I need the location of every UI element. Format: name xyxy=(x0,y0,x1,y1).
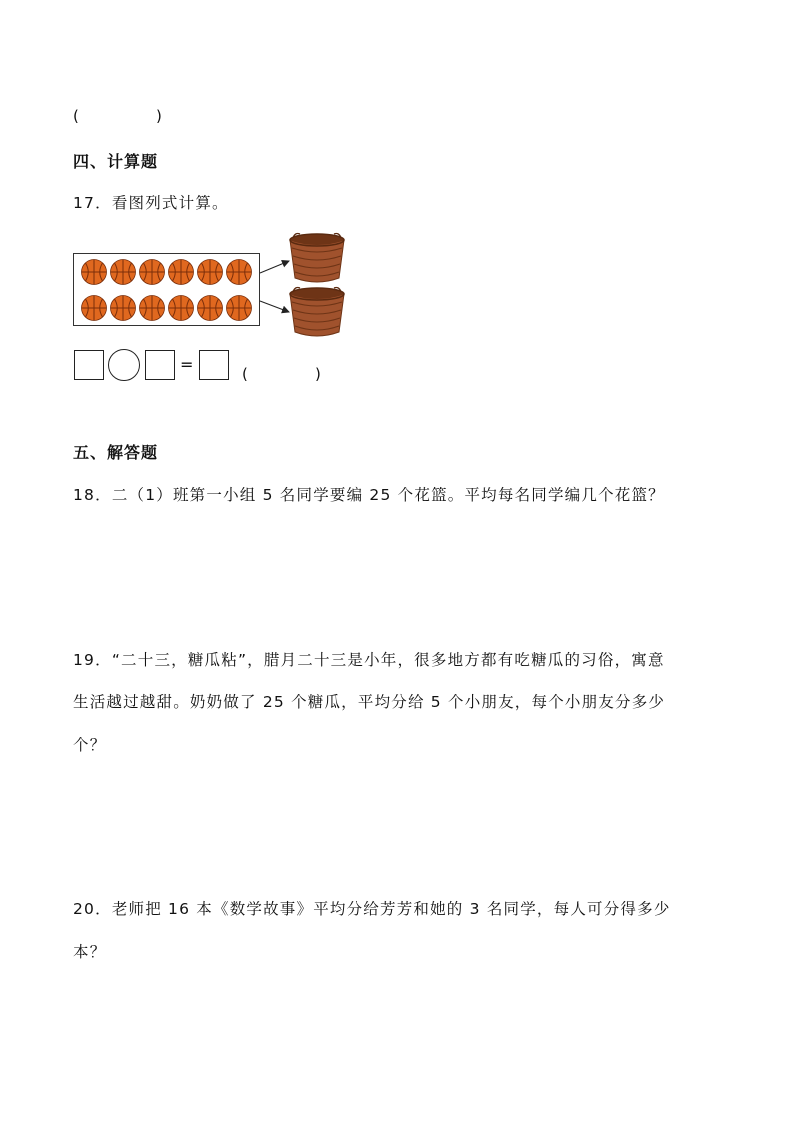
basket-icon xyxy=(290,288,344,337)
answer-box-1[interactable] xyxy=(74,350,104,380)
arrows-and-baskets xyxy=(255,226,355,344)
basketball-icon xyxy=(110,295,135,320)
basketball-icon xyxy=(81,259,106,284)
arrow-to-basket-2 xyxy=(260,301,289,312)
unit-paren-close: ) xyxy=(315,365,321,383)
basketball-icon xyxy=(139,295,164,320)
question-20-line-1: 20．老师把 16 本《数学故事》平均分给芳芳和她的 3 名同学，每人可分得多少 xyxy=(73,900,671,918)
operator-circle[interactable] xyxy=(108,349,140,381)
basketball-icon xyxy=(197,295,222,320)
basketball-icon xyxy=(139,259,164,284)
arrow-to-basket-1 xyxy=(260,261,289,273)
basketball-group-frame xyxy=(73,253,260,326)
basketball-icon xyxy=(81,295,106,320)
answer-paren-open: ( xyxy=(73,107,79,125)
answer-box-2[interactable] xyxy=(145,350,175,380)
question-19-line-1: 19．“二十三，糖瓜粘”，腊月二十三是小年，很多地方都有吃糖瓜的习俗，寓意 xyxy=(73,651,665,669)
question-17-text: 17．看图列式计算。 xyxy=(73,194,229,212)
question-19-line-2: 生活越过越甜。奶奶做了 25 个糖瓜，平均分给 5 个小朋友，每个小朋友分多少 xyxy=(73,693,666,711)
section-four-title: 四、计算题 xyxy=(73,152,159,171)
basketball-icon xyxy=(197,259,222,284)
section-five-title: 五、解答题 xyxy=(73,443,159,462)
question-18-text: 18．二（1）班第一小组 5 名同学要编 25 个花篮。平均每名同学编几个花篮？ xyxy=(73,486,665,504)
answer-paren-close: ) xyxy=(156,107,162,125)
basketball-icon xyxy=(226,259,251,284)
basketball-icon xyxy=(168,295,193,320)
answer-box-3[interactable] xyxy=(199,350,229,380)
equals-sign: = xyxy=(180,355,194,374)
basketball-row-1 xyxy=(81,259,251,284)
basketballs xyxy=(73,253,260,326)
question-19-line-3: 个？ xyxy=(73,736,107,754)
unit-paren-open: ( xyxy=(242,365,248,383)
basketball-row-2 xyxy=(81,295,251,320)
basketball-icon xyxy=(110,259,135,284)
basketball-icon xyxy=(226,295,251,320)
basket-icon xyxy=(290,234,344,283)
basketball-icon xyxy=(168,259,193,284)
question-20-line-2: 本？ xyxy=(73,943,107,961)
